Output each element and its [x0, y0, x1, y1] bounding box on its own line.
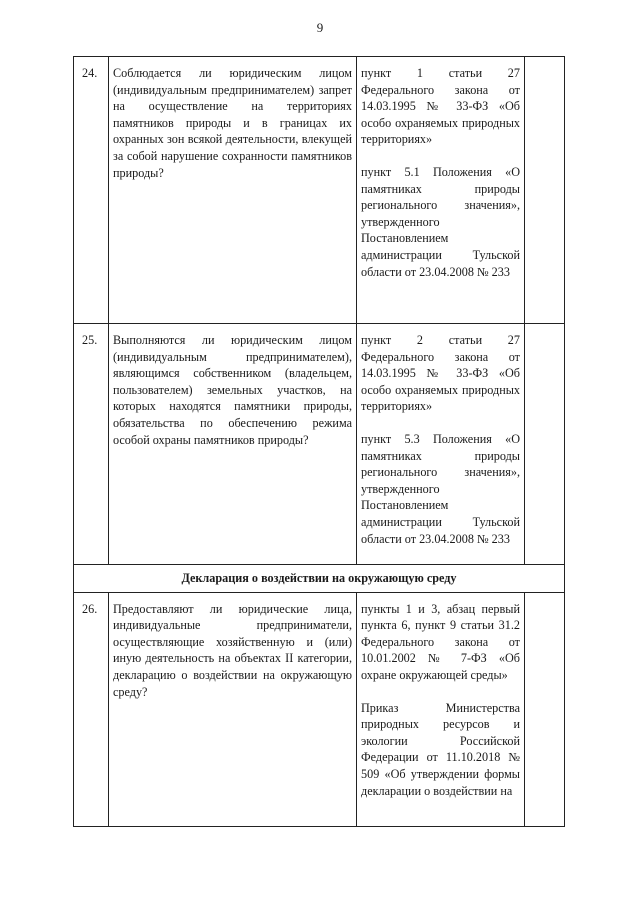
- legal-reference: пункты 1 и 3, абзац первый пункта 6, пункт 9 статьи 31.2 Федерального закона от 10.01.2002 № 7-ФЗ «Об охране окружающей среды»: [361, 601, 520, 682]
- answer-cell: [525, 324, 565, 565]
- legal-reference: пункт 5.3 Положения «О памятниках природы регионального значения», утвержденного Постановлением администрации Тульской области от 23.04.2008 № 233: [361, 431, 520, 546]
- requirement-text: Выполняются ли юридическим лицом (индивидуальным предпринимателем), являющимся собственником (владельцем, пользователем) земельных участков, на которых находятся памятники природы, обязательства по обеспечению режима особой охраны памятников природы?: [109, 324, 357, 565]
- legal-reference: Приказ Министерства природных ресурсов и экологии Российской Федерации от 11.10.2018 № 509 «Об утверждении формы декларации о воздействии на: [361, 700, 520, 798]
- legal-reference: пункт 1 статьи 27 Федерального закона от 14.03.1995 № 33-ФЗ «Об особо охраняемых природных территориях»: [361, 66, 520, 147]
- table-row: [74, 324, 565, 565]
- row-number: 24.: [74, 57, 109, 324]
- legal-basis: [357, 592, 525, 826]
- legal-basis: [357, 324, 525, 565]
- section-header: Декларация о воздействии на окружающую среду: [74, 565, 565, 593]
- row-number: 25.: [74, 324, 109, 565]
- table-row: [74, 57, 565, 324]
- section-header-row: [74, 565, 565, 593]
- checklist-table: [73, 56, 565, 827]
- answer-cell: [525, 592, 565, 826]
- requirement-text: Соблюдается ли юридическим лицом (индивидуальным предпринимателем) запрет на осуществление на территориях памятников природы и в границах их охранных зон всякой деятельности, влекущей за собой нарушение сохранности памятников природы?: [109, 57, 357, 324]
- requirement-text: Предоставляют ли юридические лица, индивидуальные предприниматели, осуществляющие хозяйственную и (или) иную деятельность на объектах II категории, декларацию о воздействии на окружающую среду?: [109, 592, 357, 826]
- table-row: [74, 592, 565, 826]
- page-number: 9: [316, 20, 324, 35]
- answer-cell: [525, 57, 565, 324]
- legal-basis: [357, 57, 525, 324]
- row-number: 26.: [74, 592, 109, 826]
- legal-reference: пункт 2 статьи 27 Федерального закона от 14.03.1995 № 33-ФЗ «Об особо охраняемых природных территориях»: [361, 333, 520, 414]
- legal-reference: пункт 5.1 Положения «О памятниках природы регионального значения», утвержденного Постановлением администрации Тульской области от 23.04.2008 № 233: [361, 164, 520, 279]
